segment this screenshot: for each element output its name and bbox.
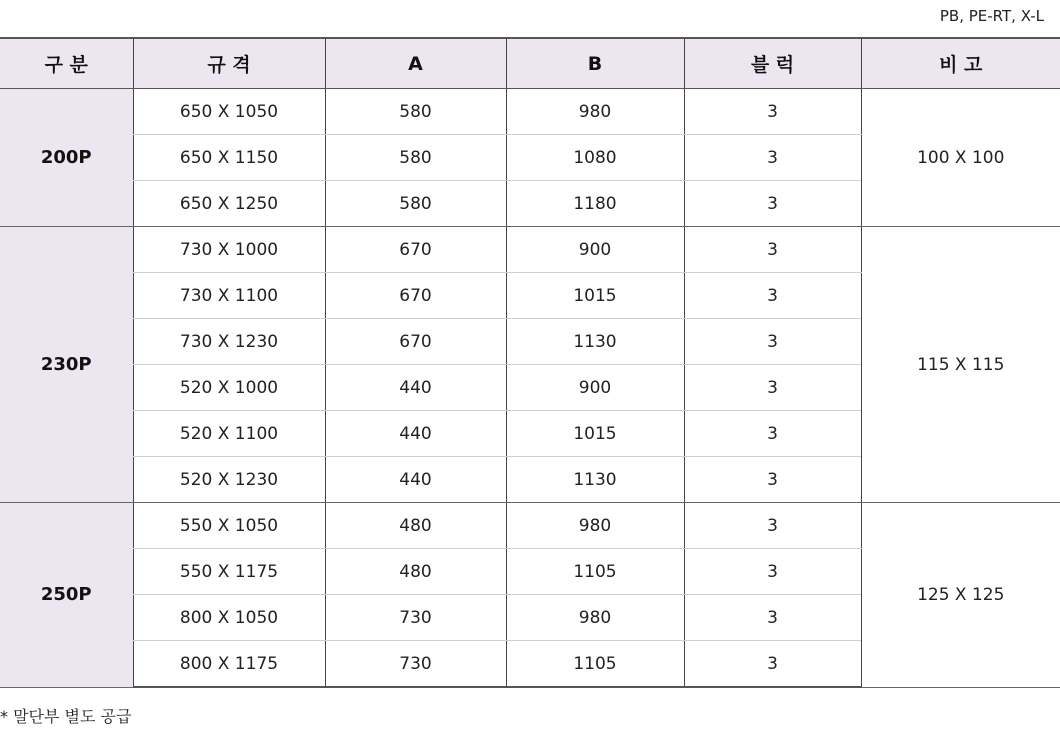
a-cell: 440: [325, 365, 506, 411]
spec-cell: 550 X 1050: [133, 503, 325, 549]
header-spec: 규 격: [133, 38, 325, 89]
table-row: [0, 503, 1060, 549]
block-cell: 3: [684, 273, 861, 319]
spec-cell: 650 X 1250: [133, 181, 325, 227]
a-cell: 440: [325, 457, 506, 503]
b-cell: 980: [506, 595, 684, 641]
b-cell: 1130: [506, 319, 684, 365]
header-a: A: [325, 38, 506, 89]
a-cell: 670: [325, 227, 506, 273]
b-cell: 1015: [506, 411, 684, 457]
spec-cell: 520 X 1100: [133, 411, 325, 457]
footnote: * 말단부 별도 공급: [0, 707, 132, 726]
spec-cell: 730 X 1000: [133, 227, 325, 273]
remarks-cell: 115 X 115: [861, 227, 1060, 503]
b-cell: 1080: [506, 135, 684, 181]
block-cell: 3: [684, 503, 861, 549]
header-b: B: [506, 38, 684, 89]
table-row: [0, 89, 1060, 135]
block-cell: 3: [684, 181, 861, 227]
spec-cell: 550 X 1175: [133, 549, 325, 595]
spec-cell: 730 X 1230: [133, 319, 325, 365]
b-cell: 900: [506, 227, 684, 273]
b-cell: 900: [506, 365, 684, 411]
b-cell: 1180: [506, 181, 684, 227]
a-cell: 670: [325, 319, 506, 365]
group-label: 200P: [0, 89, 133, 227]
header-category: 구 분: [0, 38, 133, 89]
b-cell: 1015: [506, 273, 684, 319]
spec-cell: 520 X 1230: [133, 457, 325, 503]
remarks-cell: 125 X 125: [861, 503, 1060, 688]
a-cell: 580: [325, 89, 506, 135]
block-cell: 3: [684, 641, 861, 688]
spec-cell: 650 X 1150: [133, 135, 325, 181]
block-cell: 3: [684, 549, 861, 595]
spec-cell: 650 X 1050: [133, 89, 325, 135]
block-cell: 3: [684, 411, 861, 457]
spec-cell: 730 X 1100: [133, 273, 325, 319]
b-cell: 1105: [506, 549, 684, 595]
block-cell: 3: [684, 227, 861, 273]
a-cell: 440: [325, 411, 506, 457]
spec-cell: 800 X 1050: [133, 595, 325, 641]
material-note: PB, PE-RT, X-L: [939, 7, 1044, 25]
a-cell: 580: [325, 181, 506, 227]
group-label: 250P: [0, 503, 133, 688]
block-cell: 3: [684, 89, 861, 135]
remarks-cell: 100 X 100: [861, 89, 1060, 227]
header-remarks: 비 고: [861, 38, 1060, 89]
a-cell: 480: [325, 549, 506, 595]
group-label: 230P: [0, 227, 133, 503]
spec-cell: 800 X 1175: [133, 641, 325, 688]
header-row: [0, 38, 1060, 89]
block-cell: 3: [684, 457, 861, 503]
b-cell: 1105: [506, 641, 684, 688]
block-cell: 3: [684, 595, 861, 641]
b-cell: 980: [506, 503, 684, 549]
block-cell: 3: [684, 135, 861, 181]
a-cell: 730: [325, 595, 506, 641]
spec-cell: 520 X 1000: [133, 365, 325, 411]
a-cell: 480: [325, 503, 506, 549]
a-cell: 730: [325, 641, 506, 688]
block-cell: 3: [684, 365, 861, 411]
b-cell: 980: [506, 89, 684, 135]
spec-table: [0, 37, 1060, 688]
header-block: 블 럭: [684, 38, 861, 89]
b-cell: 1130: [506, 457, 684, 503]
a-cell: 580: [325, 135, 506, 181]
table-row: [0, 227, 1060, 273]
block-cell: 3: [684, 319, 861, 365]
a-cell: 670: [325, 273, 506, 319]
